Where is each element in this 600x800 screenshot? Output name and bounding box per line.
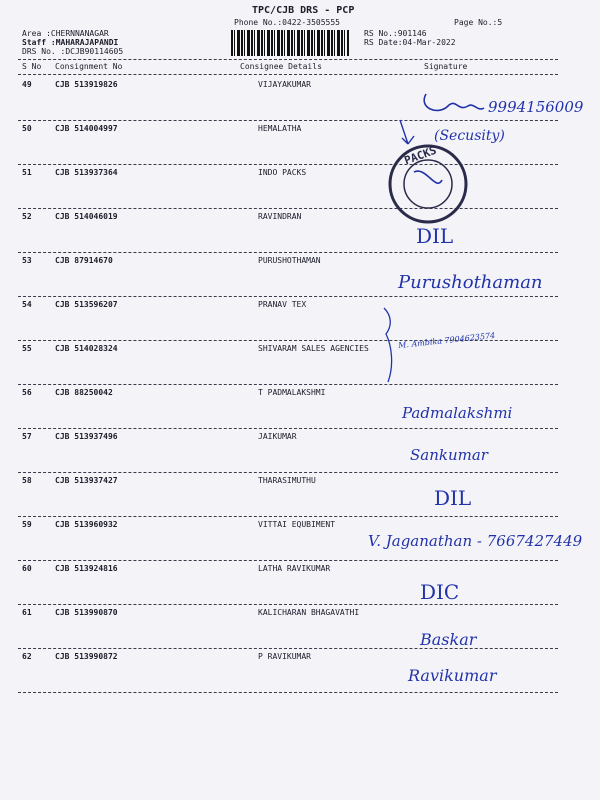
col-consignment: Consignment No: [55, 62, 123, 71]
columns-rule: [18, 74, 558, 75]
row-separator: [18, 208, 558, 209]
row-consignment-no: CJB 513937496: [55, 432, 118, 441]
col-sno: S No: [22, 62, 42, 71]
row-separator: [18, 648, 558, 649]
row-consignment-no: CJB 513924816: [55, 564, 118, 573]
phone-number: Phone No.:0422-3505555: [234, 18, 340, 27]
row-consignee: VIJAYAKUMAR: [258, 80, 311, 89]
row-sno: 54: [22, 300, 32, 309]
row-consignment-no: CJB 514004997: [55, 124, 118, 133]
table-row: [0, 344, 600, 388]
row-consignment-no: CJB 513990870: [55, 608, 118, 617]
row-consignment-no: CJB 513937427: [55, 476, 118, 485]
table-row: [0, 476, 600, 520]
row-sno: 59: [22, 520, 32, 529]
row-consignee: KALICHARAN BHAGAVATHI: [258, 608, 360, 617]
row-consignee: T PADMALAKSHMI: [258, 388, 326, 397]
row-consignment-no: CJB 513919826: [55, 80, 118, 89]
table-row: [0, 168, 600, 212]
table-row: [0, 652, 600, 696]
row-consignment-no: CJB 513937364: [55, 168, 118, 177]
row-separator: [18, 252, 558, 253]
row-consignment-no: CJB 87914670: [55, 256, 113, 265]
rs-date: RS Date:04-Mar-2022: [364, 38, 456, 47]
drs-document: TPC/CJB DRS - PCP Phone No.:0422-3505555 Page No.:5 Area :CHERNNANAGAR Staff :MAHARAJAPANDI DRS No. :DCJB90114605 RS No.:901146 RS Date:04-Mar-2022 S No Consignment No Consignee Details Signature 49 CJB 513919826 VIJAYAKUMAR 50 CJB 514004997 HEMALATHA 51 CJB 513937364 INDO PACKS 52 CJB 514046019 RAVINDRAN 53 CJB 87914670 PURUSHOTHAMAN 54 CJB 513596207 PRANAV TEX 55 CJB 514028324 SHIVARAM SALES AGENCIES 56 CJB 88250042 T PADMALAKSHMI 57 CJB 513937496 JAIKUMAR 58 CJB 513937427 THARASIMUTHU 59 CJB 513960932 VITTAI EQUBIMENT 60 CJB 513924816 LATHA RAVIKUMAR 61 CJB 513990870 KALICHARAN BHAGAVATHI 62 CJB 513990872 P RAVIKUMAR 9994156009 (Secusity) PACKS DIL Purushothaman M. Ambika 7904623574 Padmalakshmi Sankumar DIL V. Jaganathan - 7667427449 DIC Baskar Ravikumar: [0, 0, 600, 800]
row-separator: [18, 560, 558, 561]
table-row: [0, 300, 600, 344]
document-title: TPC/CJB DRS - PCP: [252, 5, 355, 16]
signature-50: (Secusity): [434, 128, 505, 144]
row-separator: [18, 164, 558, 165]
row-sno: 60: [22, 564, 32, 573]
row-consignment-no: CJB 514028324: [55, 344, 118, 353]
row-consignee: INDO PACKS: [258, 168, 307, 177]
drs-number: DRS No. :DCJB90114605: [22, 47, 124, 56]
table-row: [0, 124, 600, 168]
row-separator: [18, 692, 558, 693]
signature-57: Sankumar: [410, 446, 488, 464]
table-row: [0, 432, 600, 476]
col-signature: Signature: [424, 62, 468, 71]
row-separator: [18, 384, 558, 385]
row-sno: 61: [22, 608, 32, 617]
row-sno: 58: [22, 476, 32, 485]
row-sno: 57: [22, 432, 32, 441]
row-sno: 62: [22, 652, 32, 661]
signature-62: Ravikumar: [408, 666, 497, 685]
signature-60: DIC: [420, 580, 460, 604]
row-sno: 49: [22, 80, 32, 89]
row-consignee: JAIKUMAR: [258, 432, 297, 441]
barcode: [231, 30, 349, 56]
row-consignment-no: CJB 88250042: [55, 388, 113, 397]
row-separator: [18, 296, 558, 297]
table-row: [0, 608, 600, 652]
row-separator: [18, 516, 558, 517]
row-separator: [18, 428, 558, 429]
signature-55: M. Ambika 7904623574: [397, 330, 496, 351]
signature-53: Purushothaman: [398, 272, 543, 293]
col-consignee: Consignee Details: [240, 62, 322, 71]
staff-label: Staff :MAHARAJAPANDI: [22, 38, 119, 47]
row-sno: 56: [22, 388, 32, 397]
row-separator: [18, 604, 558, 605]
page-number: Page No.:5: [454, 18, 503, 27]
row-consignment-no: CJB 514046019: [55, 212, 118, 221]
row-sno: 53: [22, 256, 32, 265]
row-consignee: PURUSHOTHAMAN: [258, 256, 321, 265]
row-sno: 51: [22, 168, 32, 177]
row-consignee: P RAVIKUMAR: [258, 652, 311, 661]
rs-number: RS No.:901146: [364, 29, 427, 38]
row-consignee: PRANAV TEX: [258, 300, 307, 309]
stamp-text: PACKS: [402, 143, 439, 168]
row-consignee: RAVINDRAN: [258, 212, 302, 221]
row-consignment-no: CJB 513960932: [55, 520, 118, 529]
row-sno: 55: [22, 344, 32, 353]
table-row: [0, 564, 600, 608]
area-label: Area :CHERNNANAGAR: [22, 29, 109, 38]
row-sno: 50: [22, 124, 32, 133]
row-separator: [18, 472, 558, 473]
table-row: [0, 212, 600, 256]
signature-56: Padmalakshmi: [402, 404, 513, 422]
signature-59: V. Jaganathan - 7667427449: [368, 532, 583, 550]
row-consignee: VITTAI EQUBIMENT: [258, 520, 336, 529]
signature-61: Baskar: [420, 630, 477, 649]
row-consignee: LATHA RAVIKUMAR: [258, 564, 331, 573]
row-consignment-no: CJB 513990872: [55, 652, 118, 661]
row-consignment-no: CJB 513596207: [55, 300, 118, 309]
row-sno: 52: [22, 212, 32, 221]
signature-58: DIL: [434, 486, 472, 510]
header-rule: [18, 59, 558, 60]
row-consignee: HEMALATHA: [258, 124, 302, 133]
row-consignee: SHIVARAM SALES AGENCIES: [258, 344, 369, 353]
signature-52: DIL: [416, 224, 454, 248]
row-consignee: THARASIMUTHU: [258, 476, 316, 485]
